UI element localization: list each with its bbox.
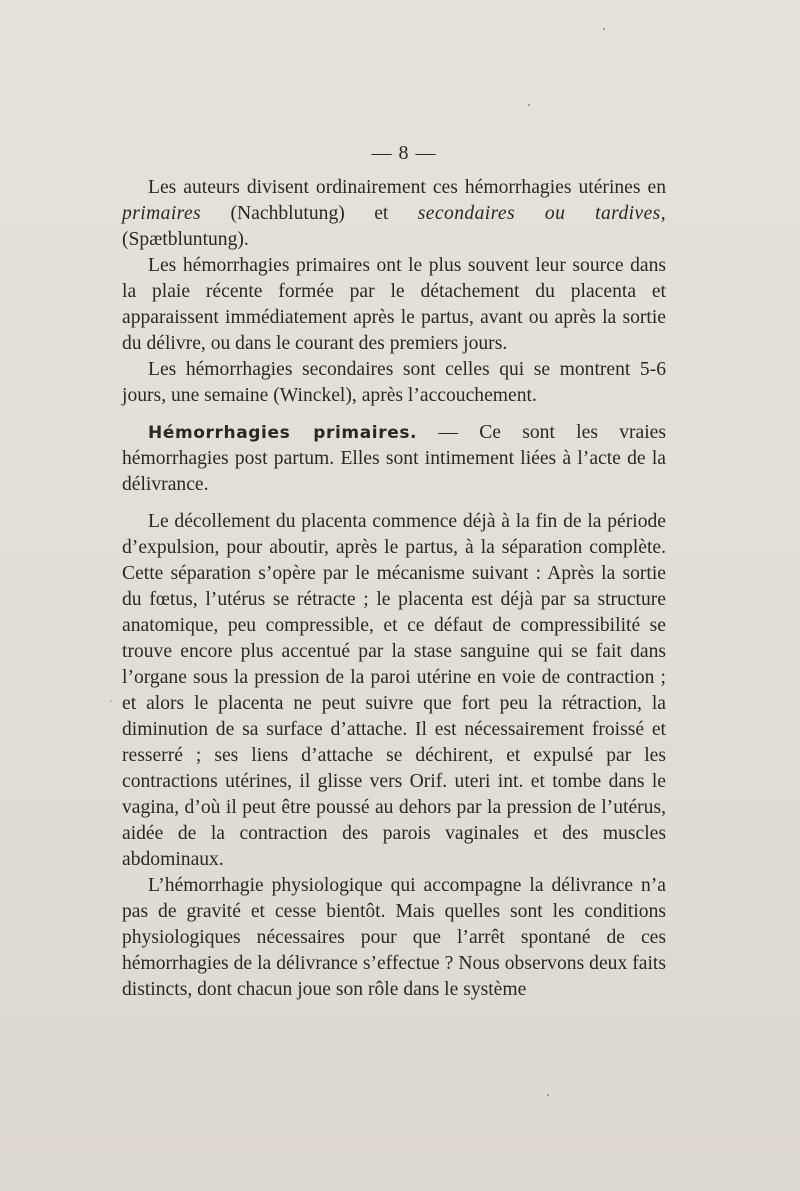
section-heading: Hémorrhagies primaires. [148, 423, 418, 443]
paper-speck [547, 1094, 549, 1096]
page-number: — 8 — [371, 142, 437, 164]
paragraph-5: Le décollement du placenta commence déjà à la fin de la période d’expulsion, pour aboutir, après le partus, à la séparation complète. Cette séparation s’opère par le mécanisme suivant : Après la sortie du fœtus, l’utérus se rétracte ; le placenta est déjà par sa structure anatomique, peu compressible, et ce défaut de compressibilité se trouve encore plus accentué par la stase sanguine qui se fait dans l’organe sous la pression de la paroi utérine en voie de contraction ; et alors le placenta ne peut suivre que fort peu la rétraction, la diminution de sa surface d’attache. Il est nécessairement froissé et resserré ; ses liens d’attache se déchirent, et expulsé par les contractions utérines, il glisse vers Orif. uteri int. et tombe dans le vagina, d’où il peut être poussé au dehors par la pression de l’utérus, aidée de la contraction des parois vaginales et des muscles abdominaux. [122, 511, 666, 870]
paragraph-1-text-end: (Spætbluntung). [122, 229, 249, 250]
body-text [122, 175, 666, 1003]
paragraph-2: Les hémorrhagies primaires ont le plus souvent leur source dans la plaie récente formée par le détachement du placenta et apparaissent immédiatement après le partus, avant ou après la sortie du délivre, ou dans le courant des premiers jours. [122, 255, 666, 354]
paragraph-1-text-middle: (Nachblutung) et [201, 203, 418, 224]
paragraph-6: L’hémorrhagie physiologique qui accompagne la délivrance n’a pas de gravité et cesse bientôt. Mais quelles sont les conditions physiologiques nécessaires pour que l’arrêt spontané de ces hémorrhagies de la délivrance s’effectue ? Nous observons deux faits distincts, dont chacun joue son rôle dans le système [122, 875, 666, 1000]
paragraph-1 [122, 175, 666, 253]
paper-speck [603, 28, 605, 30]
paragraph-3: Les hémorrhagies secondaires sont celles qui se montrent 5-6 jours, une semaine (Winckel), après l’accouchement. [122, 359, 666, 406]
paper-speck [110, 700, 112, 702]
term-secondaires: secondaires ou tardives, [417, 203, 666, 224]
paragraph-4 [122, 420, 666, 498]
paragraph-4-text: — Ce sont les vraies hémorrhagies post partum. Elles sont intimement liées à l’acte de la délivrance. [122, 422, 666, 495]
term-primaires: primaires [122, 203, 202, 224]
paragraph-1-text-start: Les auteurs divisent ordinairement ces hémorrhagies utérines en [148, 177, 666, 198]
paper-speck [528, 104, 530, 106]
